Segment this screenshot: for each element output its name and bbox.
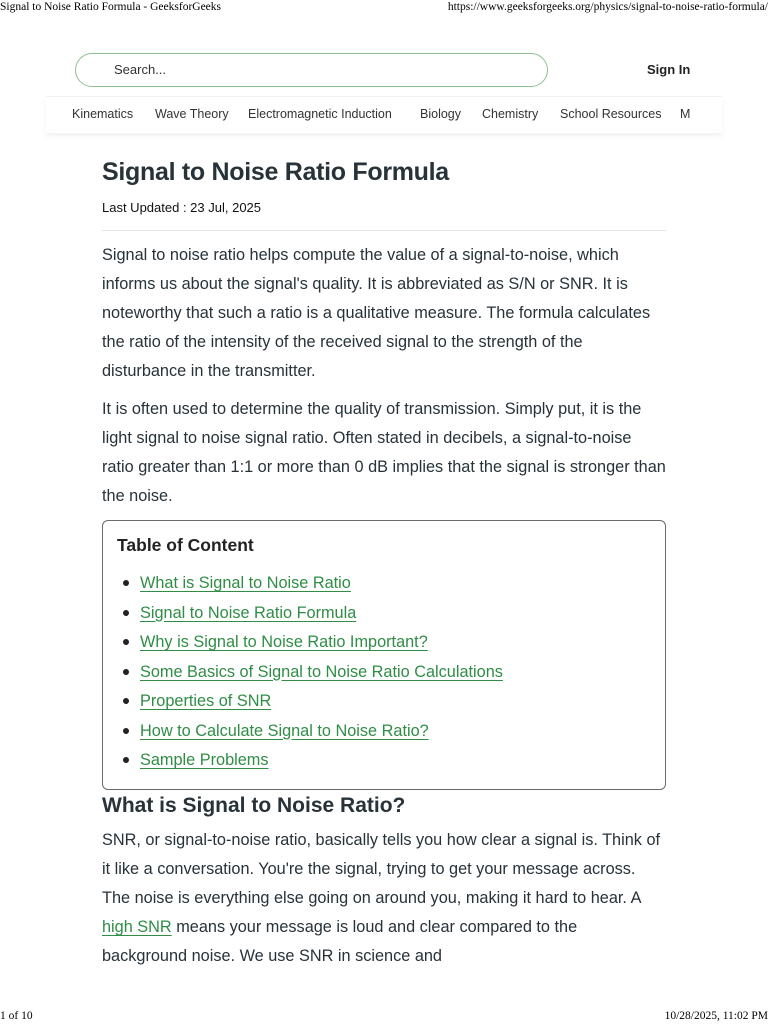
- nav-item-biology[interactable]: Biology: [420, 107, 461, 121]
- toc-link-snr-formula[interactable]: Signal to Noise Ratio Formula: [140, 603, 357, 622]
- section-text-after-link: means your message is loud and clear compared to the background noise. We use SNR in science and: [102, 918, 578, 965]
- toc-title: Table of Content: [117, 535, 254, 555]
- section-paragraph: [102, 826, 666, 971]
- search-bar[interactable]: [75, 53, 548, 87]
- toc-link-properties[interactable]: Properties of SNR: [140, 692, 272, 710]
- intro-paragraph-2: It is often used to determine the quality of transmission. Simply put, it is the light signal to noise signal ratio. Often stated in decibels, a signal-to-noise ratio greater than 1:1 or more than 0 dB implies that the signal is stronger than the noise.: [102, 400, 666, 505]
- toc-link-how-to-calculate[interactable]: How to Calculate Signal to Noise Ratio?: [140, 721, 429, 740]
- nav-item-more[interactable]: M: [680, 107, 691, 121]
- bullet-icon: [123, 610, 129, 616]
- page-title: Signal to Noise Ratio Formula: [102, 158, 449, 186]
- nav-item-wave-theory[interactable]: Wave Theory: [155, 107, 229, 121]
- divider: [102, 230, 666, 231]
- nav-item-electromagnetic-induction[interactable]: Electromagnetic Induction: [248, 107, 392, 121]
- section-text-before-link: SNR, or signal-to-noise ratio, basically tells you how clear a signal is. Think of it like a conversation. You're the signal, trying to get your message across. The noise is everything else going on around you, making it hard to hear. A: [102, 831, 661, 907]
- table-of-content: [102, 520, 666, 790]
- print-page-url: https://www.geeksforgeeks.org/physics/signal-to-noise-ratio-formula/: [447, 1, 768, 13]
- high-snr-link[interactable]: high SNR: [102, 918, 172, 936]
- bullet-icon: [123, 757, 129, 763]
- toc-link-why-important[interactable]: Why is Signal to Noise Ratio Important?: [140, 633, 428, 651]
- sign-in-button[interactable]: Sign In: [647, 62, 691, 77]
- bullet-icon: [123, 580, 129, 586]
- toc-link-sample-problems[interactable]: Sample Problems: [140, 751, 269, 769]
- search-input[interactable]: [114, 54, 534, 85]
- nav-item-kinematics[interactable]: Kinematics: [72, 107, 134, 121]
- bullet-icon: [123, 728, 129, 734]
- bullet-icon: [123, 669, 129, 675]
- intro-paragraph-1: Signal to noise ratio helps compute the value of a signal-to-noise, which informs us about the signal's quality. It is abbreviated as S/N or SNR. It is noteworthy that such a ratio is a qualitative measure. The formula calculates the ratio of the intensity of the received signal to the strength of the disturbance in the transmitter.: [102, 246, 651, 380]
- nav-item-chemistry[interactable]: Chemistry: [482, 107, 539, 121]
- toc-link-what-is-snr[interactable]: What is Signal to Noise Ratio: [140, 574, 351, 592]
- last-updated: Last Updated : 23 Jul, 2025: [102, 200, 262, 215]
- page-indicator: 1 of 10: [0, 1010, 33, 1022]
- bullet-icon: [123, 698, 129, 704]
- bullet-icon: [123, 639, 129, 645]
- print-header: [0, 0, 768, 20]
- print-footer: [0, 1008, 768, 1024]
- print-page-title: Signal to Noise Ratio Formula - GeeksforGeeks: [0, 1, 222, 13]
- section-heading-what-is-snr: What is Signal to Noise Ratio?: [102, 794, 406, 817]
- print-datetime: 10/28/2025, 11:02 PM: [664, 1010, 768, 1022]
- nav-item-school-resources[interactable]: School Resources: [560, 107, 662, 121]
- category-nav: [46, 96, 722, 133]
- toc-link-basics[interactable]: Some Basics of Signal to Noise Ratio Calculations: [140, 662, 503, 681]
